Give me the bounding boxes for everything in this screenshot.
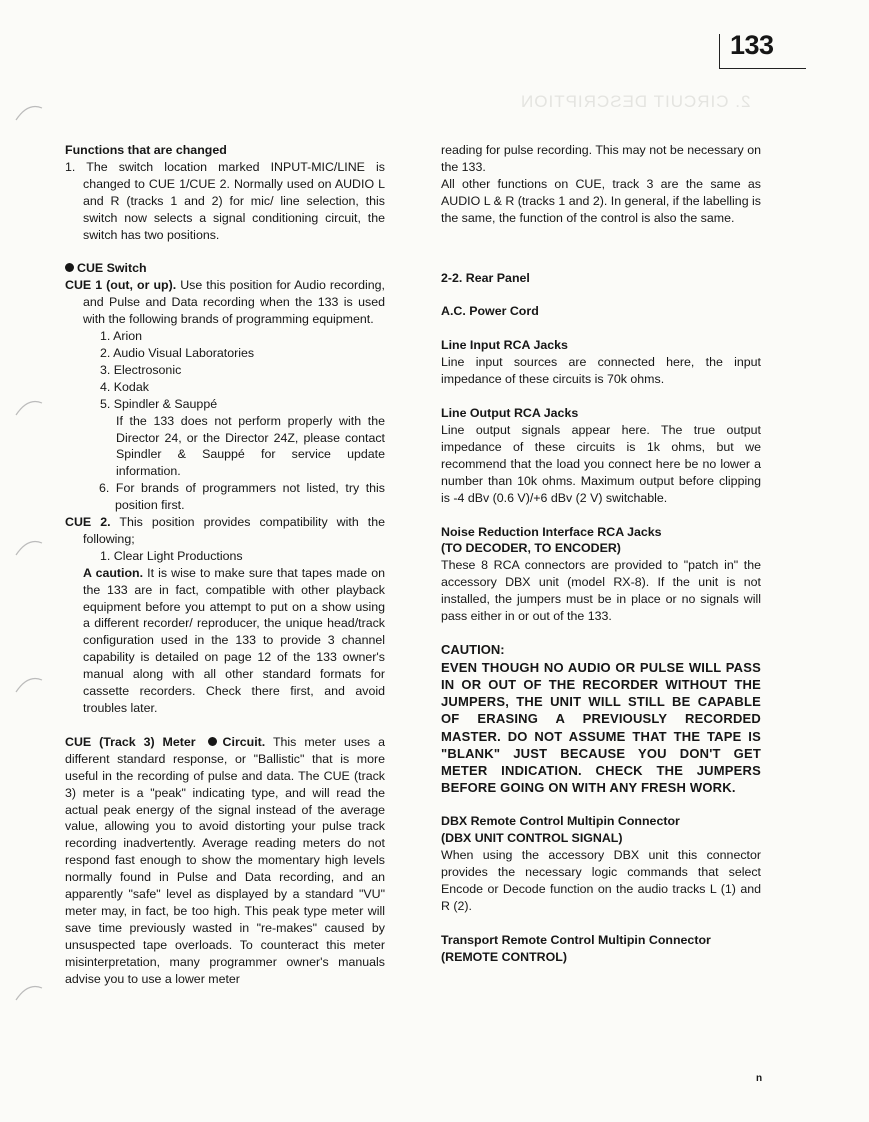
rear-panel-heading: 2-2. Rear Panel [441,270,530,285]
continuation-text: reading for pulse recording. This may not be necessary on the 133. [441,143,761,174]
brand-item: 5. Spindler & Sauppé [100,396,218,411]
bullet-dot-icon [65,263,74,272]
binder-hole-mark [14,535,44,557]
transport-heading: Transport Remote Control Multipin Connector [441,932,711,947]
binder-hole-mark [14,980,44,1002]
line-output-text: Line output signals appear here. The true output impedance of these circuits is 1k ohms, but we recommend that the load you connect here be no lower a number than 10k ohms. Maximum output before clipping is -4 dBv (0.6 V)/+6 dBv (2 V) switchable. [441,422,761,505]
meter-lead: CUE (Track 3) Meter [65,734,196,749]
ghost-heading: 2. CIRCUIT DESCRIPTION [520,92,751,111]
cue2-brand: 1. Clear Light Productions [100,548,243,563]
bullet-dot-icon [208,737,217,746]
dbx-text: When using the accessory DBX unit this connector provides the necessary logic commands that select Encode or Decode function on the audio tracks L (1) and R (2). [441,848,761,913]
dbx-heading: DBX Remote Control Multipin Connector [441,814,680,829]
right-column [441,142,761,966]
caution-paragraph [65,565,385,717]
brand-item: 4. Kodak [100,379,149,394]
item-1 [65,159,385,244]
cue1-paragraph [65,277,385,328]
all-other-text: All other functions on CUE, track 3 are the same as AUDIO L & R (tracks 1 and 2). In general, if the labelling is the same, the function of the control is also the same. [441,176,761,225]
item-1-text: The switch location marked INPUT-MIC/LINE is changed to CUE 1/CUE 2. Normally used on AUDIO L and R (tracks 1 and 2) for mic/ line selection, this switch now selects a signal conditioning circuit, the switch has two positions. [83,159,386,242]
item-1-number: 1. [65,159,76,174]
spindler-note: If the 133 does not perform properly with the Director 24, or the Director 24Z, please contact Spindler & Sauppé for service update information. [116,413,385,479]
line-input-heading: Line Input RCA Jacks [441,338,568,353]
footer-mark: n [756,1073,763,1084]
line-output-heading: Line Output RCA Jacks [441,406,579,421]
nr-subheading: (TO DECODER, TO ENCODER) [441,541,621,556]
nr-text: These 8 RCA connectors are provided to "patch in" the accessory DBX unit (model RX-8). If the unit is not installed, the jumpers must be in place or no signals will pass either in or out of the 133. [441,558,761,624]
meter-lead-circuit: Circuit. [222,734,266,749]
binder-hole-mark [14,672,44,694]
dbx-subheading: (DBX UNIT CONTROL SIGNAL) [441,831,623,846]
transport-subheading: (REMOTE CONTROL) [441,949,567,964]
functions-heading: Functions that are changed [65,143,227,157]
caution-heading: CAUTION: [441,641,505,657]
brand-item: 1. Arion [100,329,143,344]
meter-text: This meter uses a different standard response, or "Ballistic" that is more useful in the recording of pulse and data. The CUE (track 3) meter is a "peak" indicating type, and will read the actual peak energy of the signal instead of the average value, allowing you to avoid distorting your pulse track recording inadvertently. Average reading meters do not respond fast enough to show the momentary high levels normally found in Pulse and Data recording, and an apparently "safe" level as displayed by a standard "VU" meter may, in fact, be too high. This peak type meter will save time previously wasted in "re-makes" caused by unsuspected tape overloads. To counteract this meter misinterpretation, many programmer owner's manuals advise you to use a lower meter [65,734,385,986]
binder-hole-mark [14,395,44,417]
binder-hole-mark [14,100,44,122]
brand-item: 2. Audio Visual Laboratories [100,345,255,360]
caution-block: EVEN THOUGH NO AUDIO OR PULSE WILL PASS IN OR OUT OF THE RECORDER WITHOUT THE JUMPERS, THE UNIT WILL STILL BE CAPABLE OF ERASING A PREVIOUSLY RECORDED MASTER. DO NOT ASSUME THAT THE TAPE IS "BLANK" JUST BECAUSE YOU DON'T GET METER INDICATION. CHECK THE JUMPERS BEFORE GOING ON WITH ANY FRESH WORK. [441,659,761,796]
cue-switch-title: CUE Switch [77,261,147,276]
brand-item: 3. Electrosonic [100,362,182,377]
meter-paragraph [65,734,385,988]
brand-item-6: 6. For brands of programmers not listed, try this position first. [99,481,385,513]
page-number: 133 [730,30,774,60]
cue2-paragraph [65,514,385,548]
cue1-text: Use this position for Audio recording, and Pulse and Data recording when the 133 is used with the following brands of programming equipment. [83,278,385,327]
ac-power-heading: A.C. Power Cord [441,304,539,319]
caution-text: It is wise to make sure that tapes made on the 133 are in fact, compatible with other playback equipment before you attempt to put on a show using a different recorder/ reproducer, the unique head/track configuration used in the 133 to provide 3 channel capability is detailed on page 12 of the 133 owner's manual along with all other standard formats for cassette recorders. Check there first, and avoid troubles later. [83,565,385,715]
caution-lead: A caution. [83,565,144,580]
left-column [65,142,385,988]
cue1-lead: CUE 1 (out, or up). [65,278,177,293]
nr-heading: Noise Reduction Interface RCA Jacks [441,524,662,539]
cue-switch-heading [65,260,385,277]
cue2-text: This position provides compatibility with the following; [83,515,385,546]
cue2-lead: CUE 2. [65,515,111,530]
line-input-text: Line input sources are connected here, the input impedance of these circuits is 70k ohms. [441,355,761,387]
